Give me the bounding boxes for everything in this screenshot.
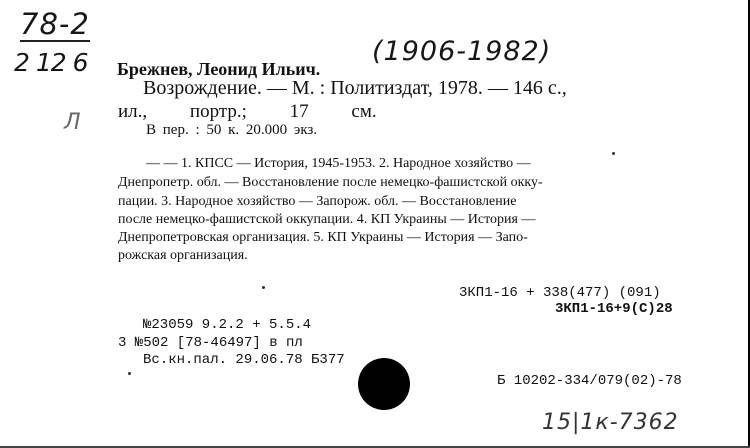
subject-line-1: — — 1. КПСС — История, 1945-1953. 2. Народное хозяйство — (146, 156, 531, 171)
title-line-1: Возрождение. — М. : Политиздат, 1978. — 146 с., (143, 77, 567, 99)
subject-line-2: Днепропетр. обл. — Восстановление после немецко-фашистской окку- (118, 175, 543, 190)
classification-line-1: 3КП1-16 + 338(477) (091) (459, 285, 661, 301)
classification-line-2: 3КП1-16+9(С)28 (555, 301, 673, 317)
subject-line-5: Днепропетровская организация. 5. КП Украины — История — Запо- (118, 230, 528, 245)
title-line-2: ил., портр.; 17 см. (118, 101, 377, 122)
scan-speck (612, 152, 615, 155)
catalog-code: Б 10202-334/079(02)-78 (497, 373, 682, 389)
subject-line-4: после немецко-фашистской оккупации. 4. КП Украины — История — (118, 212, 536, 227)
subject-line-6: рожская организация. (118, 248, 248, 263)
card-rod-hole (358, 358, 410, 410)
registry-line-1: №23059 9.2.2 + 5.5.4 (143, 317, 312, 333)
registry-line-3: Вс.кн.пал. 29.06.78 Б377 (143, 352, 345, 368)
registry-line-2: 3 №502 [78-46497] в пл (118, 335, 303, 351)
author-heading: Брежнев, Леонид Ильич. (117, 59, 321, 79)
bottom-handwritten-note: 15|1к-7362 (542, 410, 679, 435)
price-line: В пер. : 50 к. 20.000 экз. (146, 122, 318, 138)
call-number-line1: 78-2 (20, 7, 90, 41)
call-number-line2: 2 12 6 (14, 48, 88, 77)
author-life-dates: (1906-1982) (372, 36, 552, 67)
scan-speck (262, 286, 265, 289)
scan-speck (128, 372, 131, 375)
subject-line-3: пации. 3. Народное хозяйство — Запорож. обл. — Восстановление (118, 194, 517, 209)
margin-note: Л (64, 110, 82, 135)
